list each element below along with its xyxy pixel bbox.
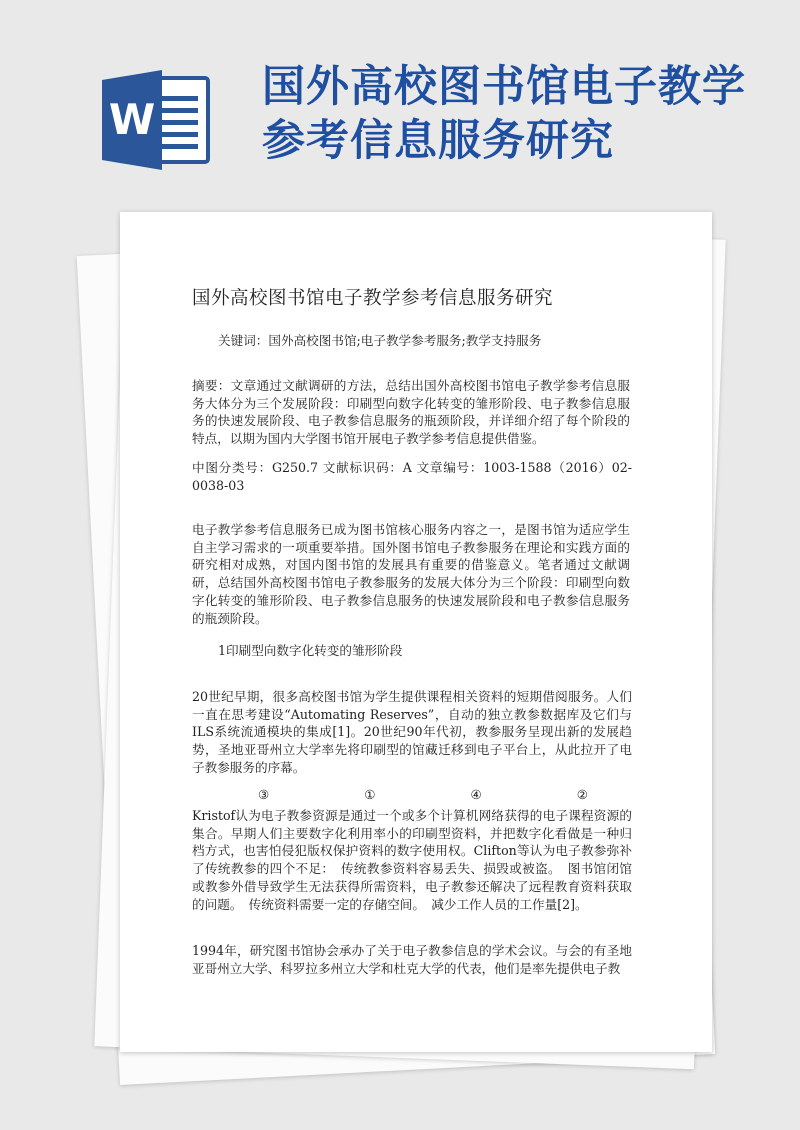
- classification-info: 中图分类号：G250.7 文献标识码：A 文章编号：1003-1588（2016）02-0038-03: [192, 460, 632, 493]
- marker: ④: [470, 787, 482, 802]
- document-title: 国外高校图书馆电子教学参考信息服务研究: [192, 288, 554, 309]
- circled-markers: [258, 786, 588, 804]
- svg-text:W: W: [108, 95, 156, 144]
- abstract: 摘要：文章通过文献调研的方法，总结出国外高校图书馆电子教学参考信息服务大体分为三个发展阶段：印刷型向数字化转变的雏形阶段、电子教参信息服务的快速发展阶段、电子教参信息服务的瓶颈阶段，并详细介绍了每个阶段的特点，以期为国内大学图书馆开展电子教学参考信息提供借鉴。: [192, 378, 630, 447]
- marker: ③: [258, 787, 270, 802]
- paragraph-intro: 电子教学参考信息服务已成为图书馆核心服务内容之一，是图书馆为适应学生自主学习需求的一项重要举措。国外图书馆电子教参服务在理论和实践方面的研究相对成熟，对国内图书馆的发展具有重要的借鉴意义。笔者通过文献调研，总结国外高校图书馆电子教参服务的发展大体分为三个阶段：印刷型向数字化转变的雏形阶段、电子教参信息服务的快速发展阶段和电子教参信息服务的瓶颈阶段。: [192, 522, 630, 626]
- banner-title: 国外高校图书馆电子教学参考信息服务研究: [262, 62, 746, 166]
- paragraph: 1994年，研究图书馆协会承办了关于电子教参信息的学术会议。与会的有圣地亚哥州立大学、科罗拉多州立大学和杜克大学的代表，他们是率先提供电子教: [192, 943, 632, 976]
- word-document-icon: [100, 68, 212, 172]
- marker: ②: [576, 787, 588, 802]
- paragraph: Kristof认为电子教参资源是通过一个或多个计算机网络获得的电子课程资源的集合。早期人们主要数字化利用率小的印刷型资料，并把数字化看做是一种归档方式，也害怕侵犯版权保护资料的数字使用权。Clifton等认为电子教参弥补了传统教参的四个不足： 传统教参资料容易丢失、损毁或被盗。 图书馆闭馆或教参外借导致学生无法获得所需资料，电子教参还解决了远程教育资料获取的问题。 传统资料需要一定的存储空间。 减少工作人员的工作量[2]。: [192, 808, 632, 912]
- marker: ①: [364, 787, 376, 802]
- paragraph: 20世纪早期，很多高校图书馆为学生提供课程相关资料的短期借阅服务。人们一直在思考建设“Automating Reserves”，自动的独立教参数据库及它们与ILS系统流通模块的集成[1]。20世纪90年代初，教参服务呈现出新的发展趋势，圣地亚哥州立大学率先将印刷型的馆藏迁移到电子平台上，从此拉开了电子教参服务的序幕。: [192, 689, 632, 775]
- keywords: 关键词：国外高校图书馆;电子教学参考服务;教学支持服务: [218, 333, 542, 348]
- document-page: [120, 212, 712, 1052]
- header-banner: [0, 0, 800, 200]
- section-heading: 1印刷型向数字化转变的雏形阶段: [218, 643, 403, 658]
